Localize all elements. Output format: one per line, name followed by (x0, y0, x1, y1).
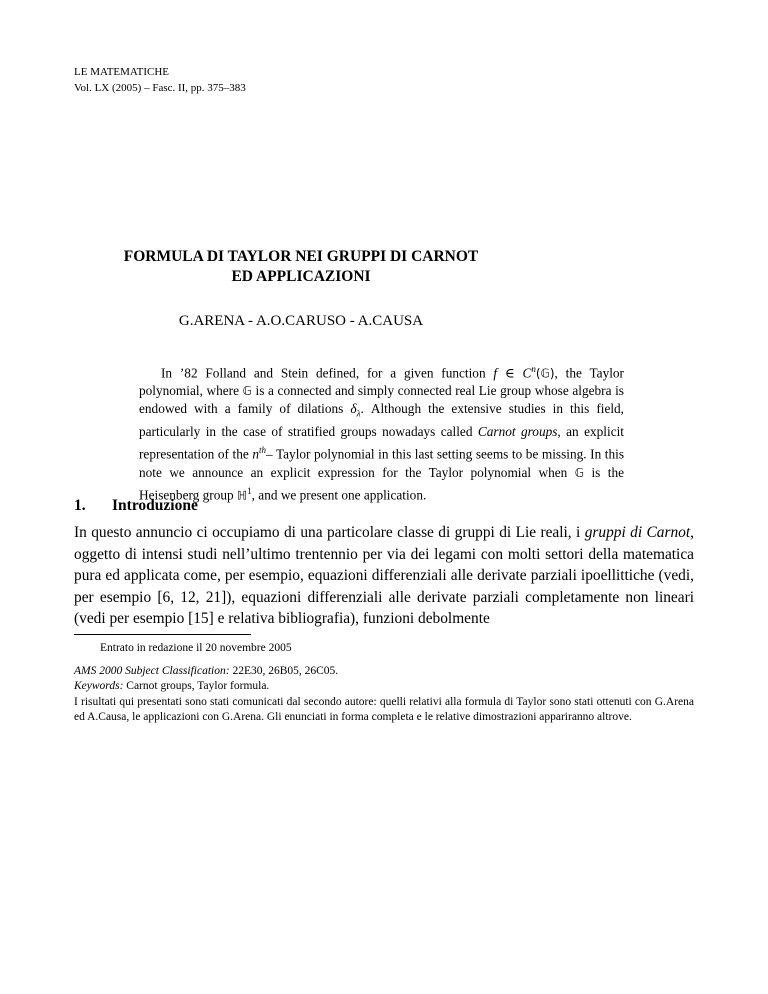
footnote-rule (74, 634, 251, 635)
journal-name: LE MATEMATICHE (74, 66, 170, 78)
paper-title (0, 247, 602, 287)
math-g-arg: (𝔾) (535, 366, 555, 381)
body-paragraph (74, 522, 694, 630)
carnot-groups-emphasis: Carnot groups (477, 424, 558, 440)
math-sub-lambda: λ (356, 409, 361, 420)
footnotes (74, 641, 694, 726)
running-header (74, 64, 246, 96)
received-date: Entrato in redazione il 20 novembre 2005 (100, 642, 292, 654)
abstract-text: In ’82 Folland and Stein defined, for a given function (161, 365, 494, 381)
math-g: 𝔾 (574, 465, 585, 480)
section-heading (74, 497, 198, 515)
keywords (74, 679, 694, 695)
authors: G.ARENA - A.O.CARUSO - A.CAUSA (178, 313, 424, 329)
math-f-in-c: f ∈ C (493, 365, 532, 381)
abstract-text: , an explicit representation of the (139, 424, 624, 462)
ams-classification (74, 664, 694, 680)
math-n: n (252, 446, 259, 462)
abstract-text: . Although the extensive studies in this field, particularly in the case of stratified groups nowadays called (139, 401, 625, 440)
abstract-paragraph (139, 360, 624, 504)
math-h: ℍ (236, 487, 248, 502)
abstract-text: , the Taylor polynomial, where (139, 365, 624, 399)
abstract-text: – Taylor polynomial in this last setting seems to be missing. In this note we announce an explicit expression for the Taylor polynomial when (139, 446, 624, 480)
abstract-text: is the Heisenberg group (139, 464, 624, 502)
math-sup-th: th (258, 445, 266, 456)
body-text: In questo annuncio ci occupiamo di una particolare classe di gruppi di Lie reali, i (74, 524, 585, 541)
abstract (139, 360, 624, 504)
title-line-1: FORMULA DI TAYLOR NEI GRUPPI DI CARNOT (123, 248, 479, 265)
math-sup-1: 1 (247, 485, 252, 496)
ams-label: AMS 2000 Subject Classification: (74, 664, 230, 677)
section-title: Introduzione (112, 497, 198, 514)
body-text: , oggetto di intensi studi nell’ultimo trentennio per via dei legami con molti settori della matematica pura ed applicata come, per esempio, equazioni differenziali alle derivate parziali ipoellittiche (vedi, per esempio [6, 12, 21]), equazioni differenziali alle derivate parziali completamente non lineari (vedi per esempio [15] e relativa bibliografia), funzioni debolmente (74, 524, 694, 628)
gruppi-di-carnot-emphasis: gruppi di Carnot (584, 524, 691, 541)
math-g: 𝔾 (242, 384, 252, 399)
journal-volume: Vol. LX (2005) – Fasc. II, pp. 375–383 (74, 82, 246, 94)
math-sup-n: n (531, 364, 536, 374)
keywords-value: Carnot groups, Taylor formula. (123, 680, 270, 692)
abstract-text: , and we present one application. (251, 486, 427, 502)
ams-value: 22E30, 26B05, 26C05. (229, 664, 339, 677)
author-note: I risultati qui presentati sono stati comunicati dal secondo autore: quelli relativi alla formula di Taylor sono stati ottenuti con G.Arena ed A.Causa, le applicazioni con G.Arena. Gli enunciati in forma completa e le relative dimostrazioni appariranno altrove. (74, 695, 694, 723)
section-number: 1. (74, 497, 86, 514)
title-line-2: ED APPLICAZIONI (231, 268, 371, 285)
keywords-label: Keywords: (74, 680, 124, 692)
abstract-text: is a connected and simply connected real Lie group whose algebra is endowed with a family of dilations (139, 383, 624, 417)
math-delta: δ (350, 401, 357, 417)
